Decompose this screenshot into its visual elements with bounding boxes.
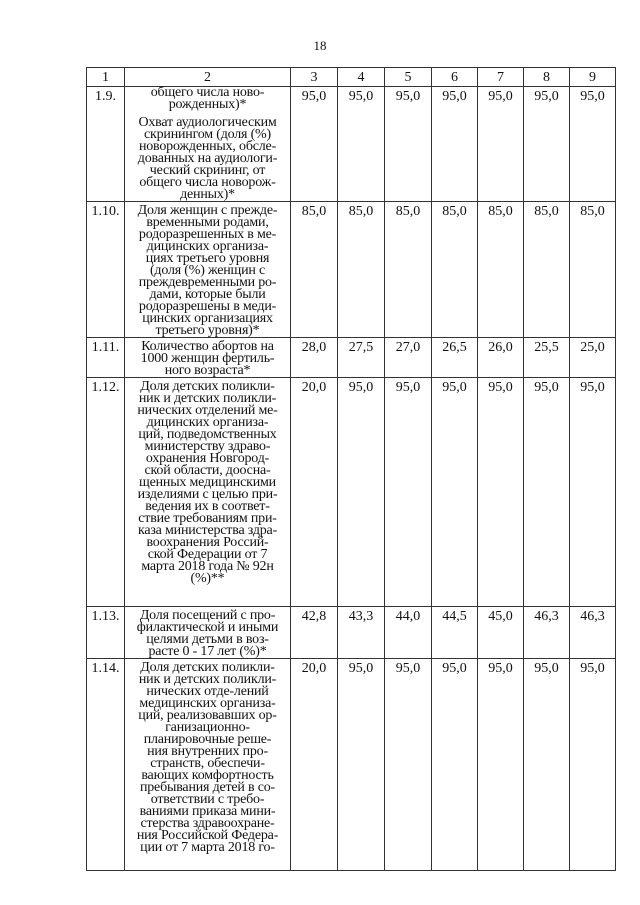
description-line: ганизационно-: [165, 720, 250, 735]
row-number: 1.11.: [87, 338, 125, 378]
description-line: филактической и иными: [136, 620, 279, 635]
description-line: циях третьего уровня: [145, 251, 270, 266]
indicators-table: [86, 67, 616, 871]
value-cell: 95,0: [385, 87, 432, 202]
description-line: дицинских организа-: [146, 415, 269, 430]
description-line: воохранения Россий-: [146, 535, 269, 550]
row-description: [125, 659, 291, 871]
value-cell: 20,0: [291, 378, 338, 607]
row-number: 1.12.: [87, 378, 125, 607]
value-cell: 26,5: [432, 338, 478, 378]
description-line: ответствии с требо-: [150, 792, 265, 807]
description-line: ник и детских поликли-: [138, 391, 277, 406]
row-description: [125, 378, 291, 607]
value-cell: 85,0: [570, 202, 616, 338]
description-line: странств, обеспечи-: [150, 756, 265, 771]
value-cell: 85,0: [385, 202, 432, 338]
value-cell: 95,0: [338, 87, 385, 202]
table-row: [87, 659, 616, 871]
description-line: (%)**: [190, 571, 225, 586]
value-cell: 95,0: [432, 87, 478, 202]
description-line: ций, реализовавших ор-: [138, 708, 277, 723]
description-line: Доля посещений с про-: [139, 608, 276, 623]
value-cell: 95,0: [570, 378, 616, 607]
description-line: марта 2018 года № 92н: [141, 559, 274, 574]
description-line: скринингом (доля (%): [144, 127, 271, 142]
value-cell: 85,0: [338, 202, 385, 338]
description-line: вающих комфортность: [141, 768, 274, 783]
description-line: планировочные реше-: [143, 732, 272, 747]
description-line: целями детьми в воз-: [146, 632, 269, 647]
value-cell: 95,0: [524, 378, 570, 607]
value-cell: 95,0: [524, 659, 570, 871]
value-cell: 25,5: [524, 338, 570, 378]
description-line: ствие требованиям при-: [138, 511, 277, 526]
description-line: родоразрешены в меди-: [138, 299, 277, 314]
description-line: дами, которые были: [149, 287, 266, 302]
description-line: дицинских организа-: [146, 239, 269, 254]
row-number: 1.9.: [87, 87, 125, 202]
value-cell: 42,8: [291, 607, 338, 659]
description-line: ния Российской Федера-: [136, 828, 279, 843]
description-line: временными родами,: [146, 215, 269, 230]
value-cell: 43,3: [338, 607, 385, 659]
description-line: ской Федерации от 7: [147, 547, 268, 562]
value-cell: 25,0: [570, 338, 616, 378]
value-cell: 46,3: [570, 607, 616, 659]
header-cell: 8: [524, 68, 570, 87]
header-cell: 1: [87, 68, 125, 87]
value-cell: 44,0: [385, 607, 432, 659]
description-line: ник и детских поликли-: [138, 672, 277, 687]
description-line: цинских организациях: [142, 311, 273, 326]
value-cell: 95,0: [478, 659, 524, 871]
table-row: [87, 607, 616, 659]
row-description: [125, 338, 291, 378]
row-description: [125, 87, 291, 202]
description-line: ской области, доосна-: [144, 463, 271, 478]
description-line: преждевременными ро-: [138, 275, 277, 290]
description-line: Доля женщин с прежде-: [137, 203, 278, 218]
value-cell: 27,0: [385, 338, 432, 378]
description-line: общего числа ново-: [150, 85, 265, 100]
row-description: [125, 607, 291, 659]
description-line: ваниями приказа мини-: [139, 804, 276, 819]
value-cell: 95,0: [432, 378, 478, 607]
description-line: ного возраста*: [164, 363, 251, 378]
value-cell: 95,0: [570, 659, 616, 871]
row-number: 1.10.: [87, 202, 125, 338]
description-line: стерства здравоохране-: [140, 816, 275, 831]
value-cell: 95,0: [478, 87, 524, 202]
description-line: ческий скрининг, от: [149, 163, 266, 178]
value-cell: 85,0: [524, 202, 570, 338]
value-cell: 26,0: [478, 338, 524, 378]
description-line: нических отделений ме-: [137, 403, 278, 418]
description-line: охранения Новгород-: [145, 451, 270, 466]
value-cell: 95,0: [524, 87, 570, 202]
header-cell: 5: [385, 68, 432, 87]
value-cell: 85,0: [478, 202, 524, 338]
value-cell: 45,0: [478, 607, 524, 659]
description-line: медицинских организа-: [139, 696, 276, 711]
page-number: 18: [313, 38, 327, 53]
description-line: денных)*: [180, 187, 235, 202]
header-cell: 2: [125, 68, 291, 87]
value-cell: 20,0: [291, 659, 338, 871]
row-description: [125, 202, 291, 338]
value-cell: 95,0: [338, 378, 385, 607]
header-cell: 3: [291, 68, 338, 87]
description-line: общего числа новорож-: [139, 175, 276, 190]
description-line: третьего уровня)*: [155, 323, 260, 338]
description-line: каза министерства здра-: [137, 523, 278, 538]
description-line: Доля детских поликли-: [140, 379, 275, 394]
row-number: 1.14.: [87, 659, 125, 871]
description-line: дованных на аудиологи-: [137, 151, 278, 166]
description-line: ций, подведомственных: [138, 427, 277, 442]
header-cell: 4: [338, 68, 385, 87]
description-line: расте 0 - 17 лет (%)*: [148, 644, 267, 659]
description-line: (доля (%) женщин с: [149, 263, 266, 278]
description-line: министерству здраво-: [144, 439, 271, 454]
header-cell: 9: [570, 68, 616, 87]
description-line: нических отде-лений: [146, 684, 269, 699]
description-line: Количество абортов на: [141, 339, 274, 354]
value-cell: 28,0: [291, 338, 338, 378]
table-row: [87, 87, 616, 202]
row-number: 1.13.: [87, 607, 125, 659]
table-row: [87, 338, 616, 378]
description-line: пребывания детей в со-: [139, 780, 276, 795]
value-cell: 27,5: [338, 338, 385, 378]
description-line: ния внутренних про-: [147, 744, 268, 759]
table-row: [87, 378, 616, 607]
value-cell: 95,0: [478, 378, 524, 607]
value-cell: 95,0: [338, 659, 385, 871]
value-cell: 95,0: [385, 659, 432, 871]
value-cell: 44,5: [432, 607, 478, 659]
description-line: рожденных)*: [168, 97, 247, 112]
description-line: щенных медицинскими: [139, 475, 276, 490]
description-line: Охват аудиологическим: [138, 115, 277, 130]
value-cell: 85,0: [291, 202, 338, 338]
value-cell: 85,0: [432, 202, 478, 338]
description-line: Доля детских поликли-: [140, 660, 275, 675]
description-line: новорожденных, обсле-: [138, 139, 277, 154]
description-line: родоразрешенных в ме-: [138, 227, 277, 242]
value-cell: 95,0: [291, 87, 338, 202]
description-line: ведения их в соответ-: [145, 499, 270, 514]
value-cell: 95,0: [570, 87, 616, 202]
description-line: 1000 женщин фертиль-: [140, 351, 275, 366]
description-line: ции от 7 марта 2018 го-: [140, 840, 275, 855]
table-header-row: [87, 68, 616, 87]
header-cell: 7: [478, 68, 524, 87]
value-cell: 46,3: [524, 607, 570, 659]
value-cell: 95,0: [432, 659, 478, 871]
header-cell: 6: [432, 68, 478, 87]
description-line: изделиями с целью при-: [137, 487, 278, 502]
table-row: [87, 202, 616, 338]
value-cell: 95,0: [385, 378, 432, 607]
